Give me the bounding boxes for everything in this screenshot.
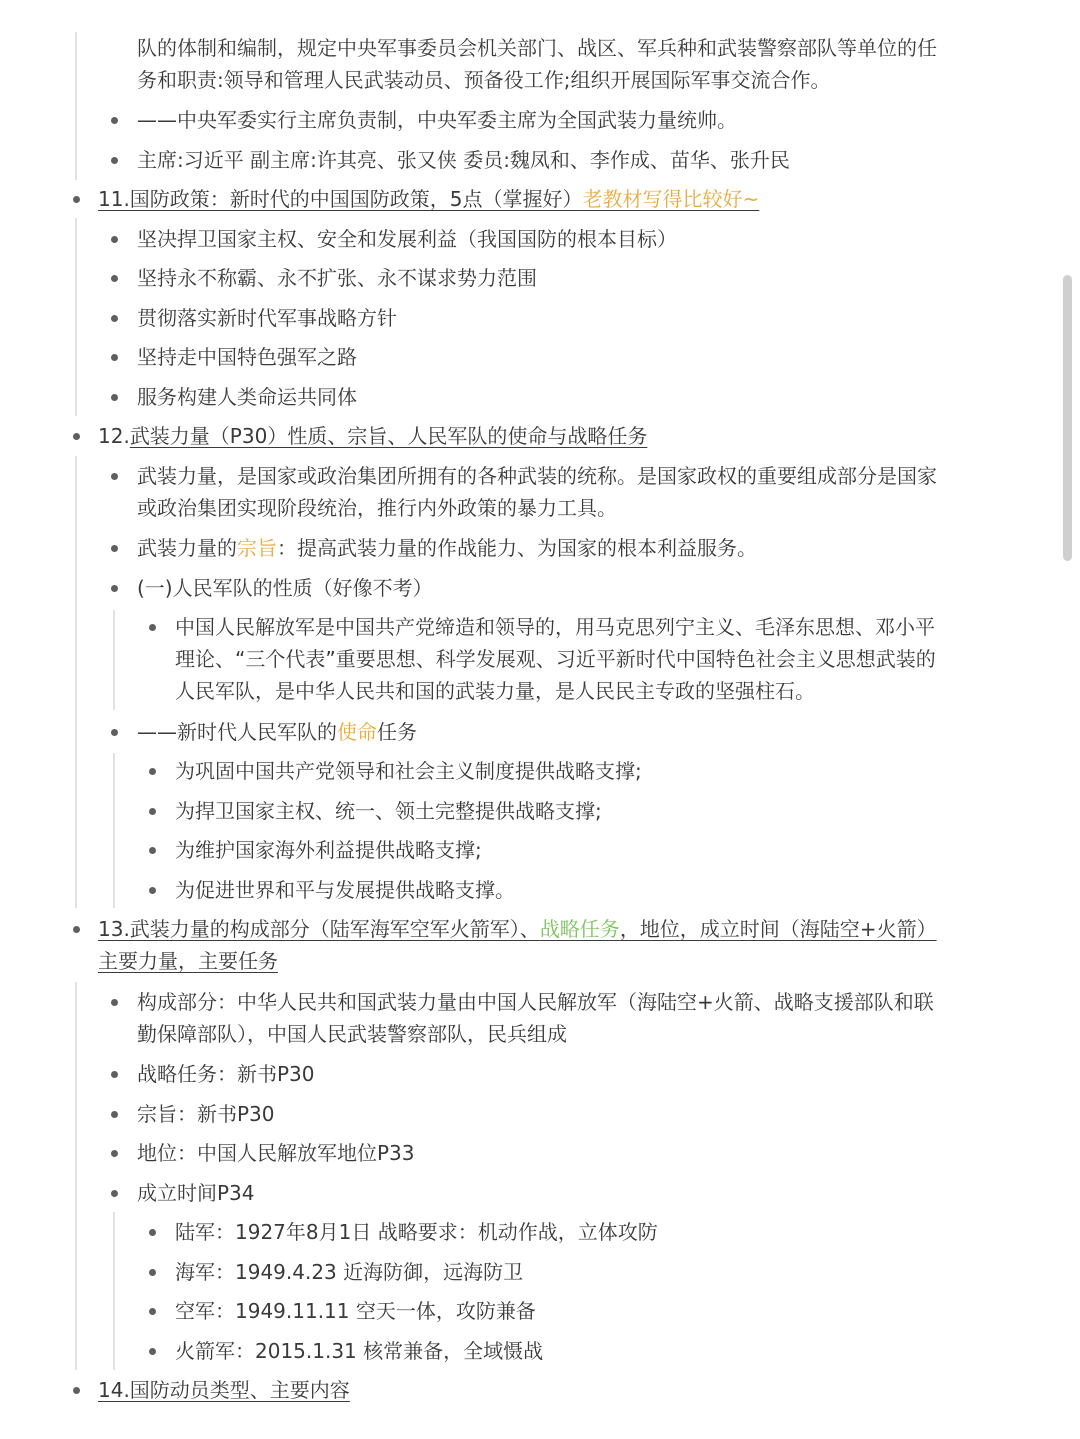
- bullet-dot: [149, 887, 156, 894]
- list-item: 战略任务：新书P30: [137, 1062, 315, 1086]
- scrollbar-thumb[interactable]: [1063, 275, 1072, 561]
- list-item: 地位：中国人民解放军地位P33: [137, 1141, 415, 1165]
- bullet-dot: [149, 624, 156, 631]
- text-segment: 任务: [377, 720, 417, 744]
- paragraph-line: 队的体制和编制，规定中央军事委员会机关部门、战区、军兵种和武装警察部队等单位的任: [137, 36, 937, 60]
- paragraph-line: 务和职责:领导和管理人民武装动员、预备役工作;组织开展国际军事交流合作。: [137, 68, 831, 92]
- section-heading-13-cont: 主要力量，主要任务: [98, 949, 278, 973]
- scrollbar-track[interactable]: [1064, 0, 1074, 1439]
- indent-guide: [113, 1212, 115, 1370]
- list-item: 坚决捍卫国家主权、安全和发展利益（我国国防的根本目标）: [137, 227, 677, 251]
- paragraph-line: 人民军队，是中华人民共和国的武装力量，是人民民主专政的坚强柱石。: [175, 679, 815, 703]
- section-heading-14: 14.国防动员类型、主要内容: [98, 1378, 350, 1402]
- list-item: 为维护国家海外利益提供战略支撑;: [175, 838, 482, 862]
- list-item: 为巩固中国共产党领导和社会主义制度提供战略支撑;: [175, 759, 642, 783]
- bullet-dot: [111, 1190, 118, 1197]
- list-item: 中国人民解放军是中国共产党缔造和领导的，用马克思列宁主义、毛泽东思想、邓小平: [175, 615, 935, 639]
- heading-text: 13.武装力量的构成部分（陆军海军空军火箭军）、: [98, 917, 540, 941]
- bullet-dot: [111, 1111, 118, 1118]
- indent-guide: [75, 982, 77, 1370]
- paragraph-line: 勤保障部队），中国人民武装警察部队，民兵组成: [137, 1022, 567, 1046]
- text-segment: 武装力量的: [137, 536, 237, 560]
- list-item: 主席:习近平 副主席:许其亮、张又侠 委员:魏凤和、李作成、苗华、张升民: [137, 148, 790, 172]
- list-item: 服务构建人类命运共同体: [137, 385, 357, 409]
- bullet-dot: [149, 1308, 156, 1315]
- bullet-dot: [111, 354, 118, 361]
- list-item: 为促进世界和平与发展提供战略支撑。: [175, 878, 515, 902]
- list-item: (一)人民军队的性质（好像不考）: [137, 576, 433, 600]
- list-item: 贯彻落实新时代军事战略方针: [137, 306, 397, 330]
- bullet-dot: [111, 473, 118, 480]
- list-item: [137, 716, 417, 748]
- section-heading-13: [98, 913, 937, 945]
- paragraph-line: 或政治集团实现阶段统治，推行内外政策的暴力工具。: [137, 496, 617, 520]
- bullet-dot: [73, 926, 80, 933]
- section-heading-12: [98, 420, 647, 452]
- indent-guide: [75, 32, 77, 180]
- list-item: ——中央军委实行主席负责制，中央军委主席为全国武装力量统帅。: [137, 108, 737, 132]
- bullet-dot: [73, 196, 80, 203]
- list-item: 成立时间P34: [137, 1181, 255, 1205]
- indent-guide: [75, 456, 77, 908]
- heading-text: 武装力量（P30）性质、宗旨、人民军队的使命与战略任务: [129, 424, 648, 448]
- heading-number: 12.: [98, 424, 130, 448]
- highlight-term: 宗旨: [237, 536, 277, 560]
- bullet-dot: [111, 999, 118, 1006]
- list-item: 为捍卫国家主权、统一、领土完整提供战略支撑;: [175, 799, 602, 823]
- list-item: 坚持走中国特色强军之路: [137, 345, 357, 369]
- heading-text: 11.国防政策：新时代的中国国防政策，5点（掌握好）: [98, 187, 583, 211]
- bullet-dot: [111, 315, 118, 322]
- list-item: [137, 532, 757, 564]
- bullet-dot: [149, 1269, 156, 1276]
- bullet-dot: [149, 1348, 156, 1355]
- highlight-term: 战略任务: [539, 917, 620, 941]
- list-item: 坚持永不称霸、永不扩张、永不谋求势力范围: [137, 266, 537, 290]
- heading-text: ，地位，成立时间（海陆空+火箭）: [619, 917, 937, 941]
- list-item: 火箭军：2015.1.31 核常兼备，全域慑战: [175, 1339, 544, 1363]
- list-item: 武装力量，是国家或政治集团所拥有的各种武装的统称。是国家政权的重要组成部分是国家: [137, 464, 937, 488]
- bullet-dot: [111, 236, 118, 243]
- bullet-dot: [111, 275, 118, 282]
- indent-guide: [113, 753, 115, 908]
- bullet-dot: [111, 157, 118, 164]
- list-item: 海军：1949.4.23 近海防御，远海防卫: [175, 1260, 524, 1284]
- indent-guide: [75, 218, 77, 416]
- bullet-dot: [149, 847, 156, 854]
- bullet-dot: [149, 1229, 156, 1236]
- text-segment: ：提高武装力量的作战能力、为国家的根本利益服务。: [277, 536, 757, 560]
- bullet-dot: [73, 433, 80, 440]
- bullet-dot: [73, 1387, 80, 1394]
- bullet-dot: [149, 808, 156, 815]
- bullet-dot: [111, 1071, 118, 1078]
- list-item: 空军：1949.11.11 空天一体，攻防兼备: [175, 1299, 536, 1323]
- bullet-dot: [111, 545, 118, 552]
- list-item: 陆军：1927年8月1日 战略要求：机动作战，立体攻防: [175, 1220, 658, 1244]
- highlight-term: 使命: [337, 720, 377, 744]
- bullet-dot: [111, 1150, 118, 1157]
- section-heading-11: [98, 183, 759, 215]
- bullet-dot: [111, 117, 118, 124]
- list-item: 宗旨：新书P30: [137, 1102, 275, 1126]
- highlight-note: 老教材写得比较好~: [582, 187, 760, 211]
- paragraph-line: 理论、“三个代表”重要思想、科学发展观、习近平新时代中国特色社会主义思想武装的: [175, 647, 936, 671]
- bullet-dot: [111, 729, 118, 736]
- bullet-dot: [111, 585, 118, 592]
- text-segment: ——新时代人民军队的: [137, 720, 337, 744]
- bullet-dot: [111, 394, 118, 401]
- bullet-dot: [149, 768, 156, 775]
- indent-guide: [113, 610, 115, 710]
- list-item: 构成部分：中华人民共和国武装力量由中国人民解放军（海陆空+火箭、战略支援部队和联: [137, 990, 934, 1014]
